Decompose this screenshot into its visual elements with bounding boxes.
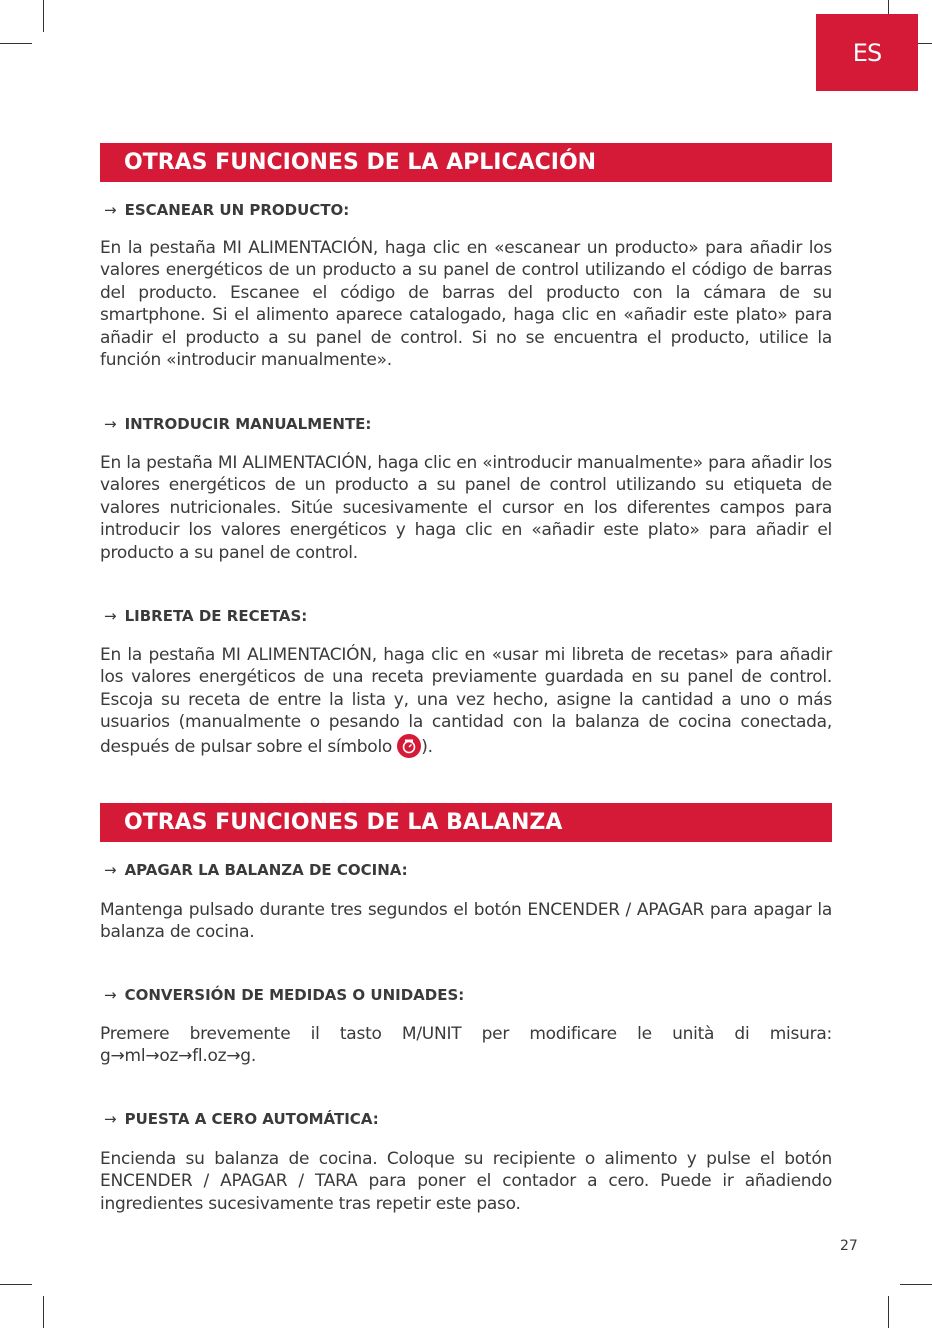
scale-icon	[397, 734, 421, 758]
paragraph-libreta-end: ).	[421, 736, 433, 757]
arrow-icon: →	[104, 861, 117, 879]
subheading-apagar	[104, 861, 408, 879]
crop-mark	[43, 1296, 44, 1328]
crop-mark	[0, 43, 32, 44]
subheading-escanear	[104, 201, 349, 219]
subheading-libreta	[104, 607, 307, 625]
subheading-introducir	[104, 415, 371, 433]
paragraph-puesta-cero: Encienda su balanza de cocina. Coloque su recipiente o alimento y pulse el botón ENCENDER / APAGAR / TARA para poner el contador a cero. Puede ir añadiendo ingredientes sucesivamente tras repetir este paso.	[100, 1149, 832, 1214]
subheading-conversion	[104, 986, 464, 1004]
arrow-icon: →	[104, 1110, 117, 1128]
section-title-scale: OTRAS FUNCIONES DE LA BALANZA	[100, 803, 832, 842]
arrow-icon: →	[104, 201, 117, 219]
crop-mark	[888, 1296, 889, 1328]
arrow-icon: →	[104, 986, 117, 1004]
crop-mark	[0, 1284, 32, 1285]
subheading-puesta-cero	[104, 1110, 379, 1128]
crop-mark	[900, 1284, 932, 1285]
crop-mark	[43, 0, 44, 32]
paragraph-conversion: Premere brevemente il tasto M/UNIT per modificare le unità di misura: g→ml→oz→fl.oz→g.	[100, 1024, 832, 1067]
paragraph-apagar: Mantenga pulsado durante tres segundos el botón ENCENDER / APAGAR para apagar la balanza de cocina.	[100, 900, 832, 943]
paragraph-libreta	[100, 644, 832, 758]
arrow-icon: →	[104, 415, 117, 433]
arrow-icon: →	[104, 607, 117, 625]
language-tab: ES	[816, 14, 918, 91]
page-number: 27	[840, 1238, 858, 1254]
subheading-label: APAGAR LA BALANZA DE COCINA:	[124, 861, 408, 879]
subheading-label: ESCANEAR UN PRODUCTO:	[124, 201, 350, 219]
section-title-app: OTRAS FUNCIONES DE LA APLICACIÓN	[100, 143, 832, 182]
paragraph-introducir: En la pestaña MI ALIMENTACIÓN, haga clic en «introducir manualmente» para añadir los valores energéticos de un producto a su panel de control utilizando su etiqueta de valores nutricionales. Sitúe sucesivamente el cursor en los diferentes campos para introducir los valores energéticos y haga clic en «añadir este plato» para añadir el producto a su panel de control.	[100, 453, 832, 563]
subheading-label: CONVERSIÓN DE MEDIDAS O UNIDADES:	[124, 986, 465, 1004]
paragraph-escanear: En la pestaña MI ALIMENTACIÓN, haga clic en «escanear un producto» para añadir los valores energéticos de un producto a su panel de control utilizando el código de barras del producto. Escanee el código de barras del producto con la cámara de su smartphone. Si el alimento aparece catalogado, haga clic en «añadir este plato» para añadir el producto a su panel de control. Si no se encuentra el producto, utilice la función «introducir manualmente».	[100, 238, 832, 371]
subheading-label: PUESTA A CERO AUTOMÁTICA:	[124, 1110, 379, 1128]
subheading-label: INTRODUCIR MANUALMENTE:	[124, 415, 372, 433]
subheading-label: LIBRETA DE RECETAS:	[124, 607, 308, 625]
paragraph-libreta-text: En la pestaña MI ALIMENTACIÓN, haga clic en «usar mi libreta de recetas» para añadir los valores energéticos de una receta previamente guardada en su panel de control. Escoja su receta de entre la lista y, una vez hecho, asigne la cantidad a uno o más usuarios (manualmente o pesando la cantidad con la balanza de cocina conectada, después de pulsar sobre el símbolo	[100, 645, 832, 757]
